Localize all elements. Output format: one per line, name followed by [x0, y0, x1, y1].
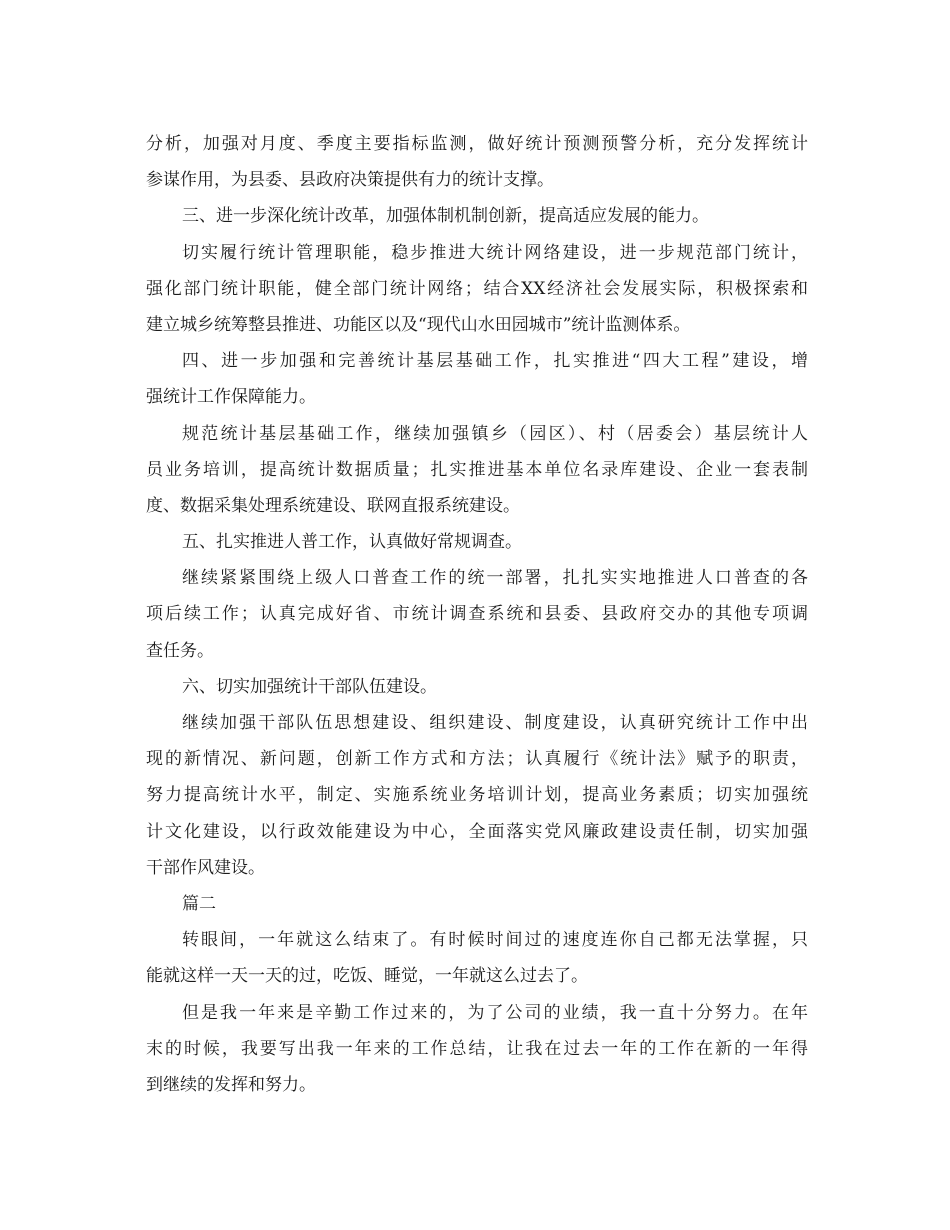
text-line: 计文化建设，以行政效能建设为中心，全面落实党风廉政建设责任制，切实加强	[146, 821, 808, 842]
section-heading: 四、进一步加强和完善统计基层基础工作，扎实推进“四大工程”建设，增	[182, 351, 808, 372]
document-body	[146, 126, 808, 1103]
text-line: 项后续工作；认真完成好省、市统计调查系统和县委、县政府交办的其他专项调	[146, 604, 808, 625]
text-line: 员业务培训，提高统计数据质量；扎实推进基本单位名录库建设、企业一套表制	[146, 459, 808, 480]
text-line: 切实履行统计管理职能，稳步推进大统计网络建设，进一步规范部门统计，	[182, 242, 808, 263]
section-heading: 六、切实加强统计干部队伍建设。	[182, 676, 437, 697]
text-line: 末的时候，我要写出我一年来的工作总结，让我在过去一年的工作在新的一年得	[146, 1038, 808, 1059]
text-line: 度、数据采集处理系统建设、联网直报系统建设。	[146, 495, 520, 516]
text-line: 规范统计基层基础工作，继续加强镇乡（园区）、村（居委会）基层统计人	[182, 423, 808, 444]
section-heading: 五、扎实推进人普工作，认真做好常规调查。	[182, 532, 522, 553]
text-line: 继续紧紧围绕上级人口普查工作的统一部署，扎扎实实地推进人口普查的各	[182, 568, 808, 589]
section-heading: 三、进一步深化统计改革，加强体制机制创新，提高适应发展的能力。	[182, 206, 709, 227]
text-line: 查任务。	[146, 640, 214, 661]
text-line: 现的新情况、新问题，创新工作方式和方法；认真履行《统计法》赋予的职责，	[146, 749, 808, 770]
text-line: 努力提高统计水平，制定、实施系统业务培训计划，提高业务素质；切实加强统	[146, 785, 808, 806]
text-line: 参谋作用，为县委、县政府决策提供有力的统计支撑。	[146, 170, 554, 191]
section-heading: 强统计工作保障能力。	[146, 387, 316, 408]
text-line: 继续加强干部队伍思想建设、组织建设、制度建设，认真研究统计工作中出	[182, 713, 808, 733]
text-line: 转眼间，一年就这么结束了。有时候时间过的速度连你自己都无法掌握，只	[182, 930, 808, 951]
text-line: 建立城乡统筹整县推进、功能区以及“现代山水田园城市”统计监测体系。	[146, 314, 691, 335]
text-line: 强化部门统计职能，健全部门统计网络；结合XX经济社会发展实际，积极探索和	[146, 278, 808, 299]
text-line: 但是我一年来是辛勤工作过来的，为了公司的业绩，我一直十分努力。在年	[182, 1002, 808, 1023]
text-line: 干部作风建设。	[146, 857, 265, 878]
text-line: 能就这样一天一天的过，吃饭、睡觉，一年就这么过去了。	[146, 966, 588, 987]
text-line: 到继续的发挥和努力。	[146, 1074, 316, 1095]
part-heading: 篇二	[182, 893, 216, 914]
text-line: 分析，加强对月度、季度主要指标监测，做好统计预测预警分析，充分发挥统计	[146, 134, 808, 154]
